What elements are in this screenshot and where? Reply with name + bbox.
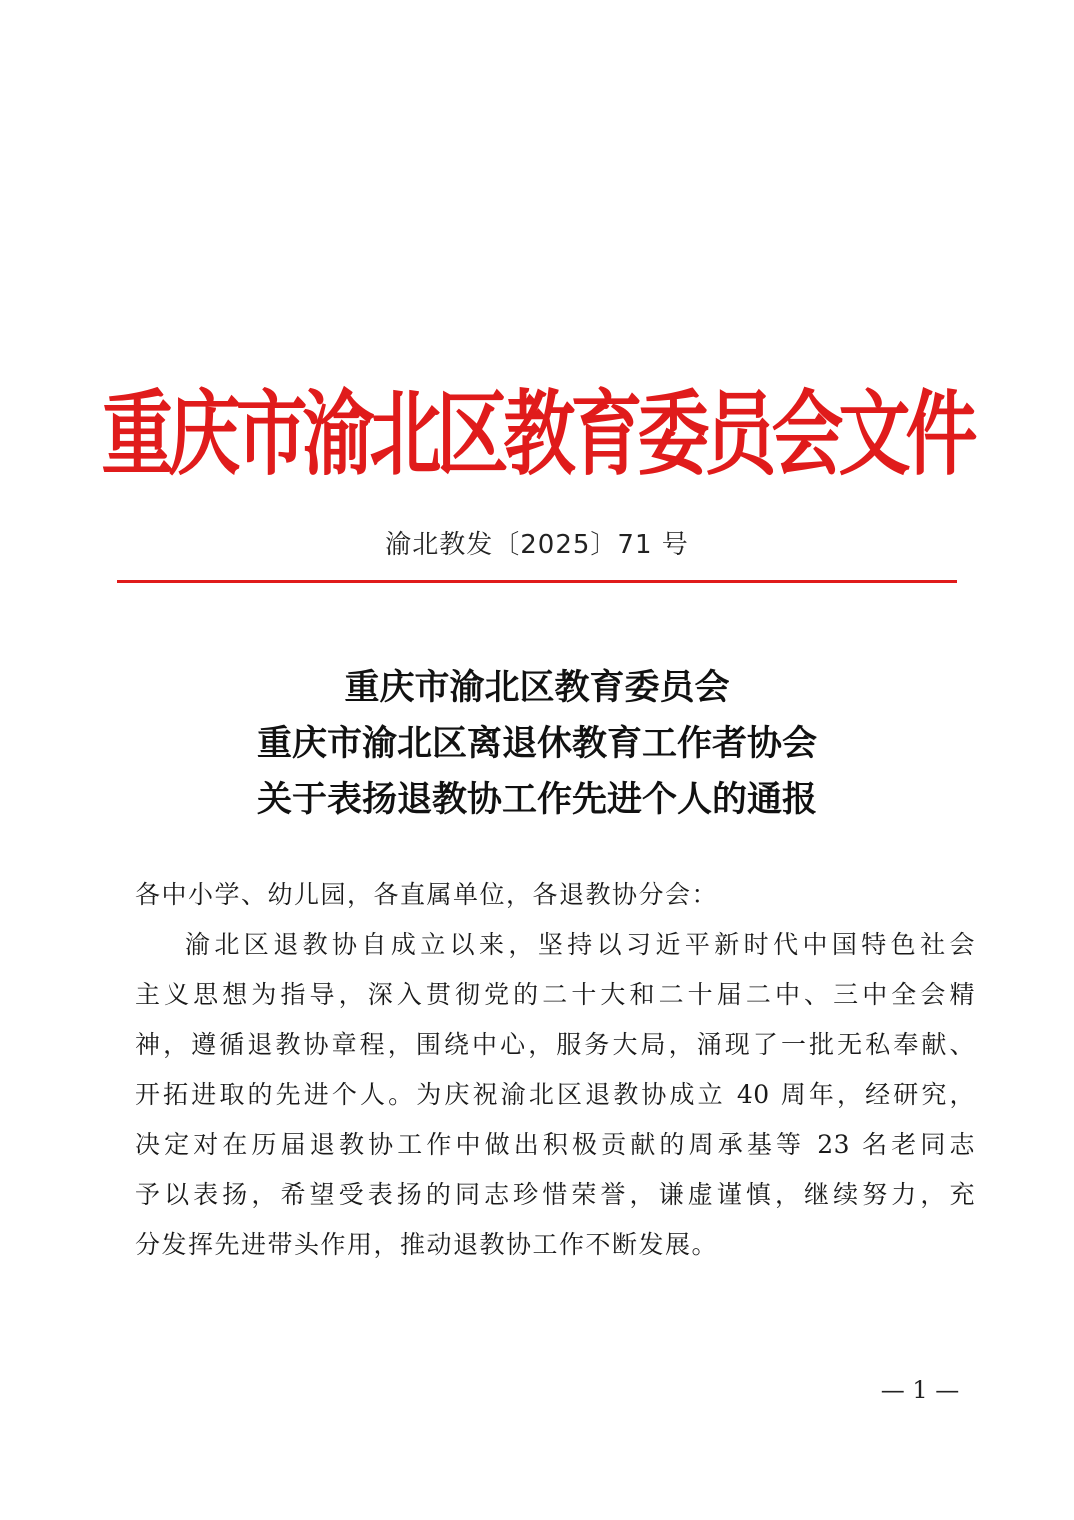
salutation: 各中小学、幼儿园，各直属单位，各退教协分会： <box>135 880 719 909</box>
body-line: 主义思想为指导，深入贯彻党的二十大和二十届二中、三中全会精 <box>135 980 975 1009</box>
notice-title-line-2: 重庆市渝北区离退休教育工作者协会 <box>256 723 817 764</box>
notice-title-line-1: 重庆市渝北区教育委员会 <box>344 667 730 708</box>
red-divider-line <box>117 580 957 583</box>
notice-title-line-3: 关于表扬退教协工作先进个人的通报 <box>256 779 817 820</box>
document-header-title: 重庆市渝北区教育委员会文件 <box>101 380 973 488</box>
body-paragraph <box>135 920 975 1270</box>
body-line: 神，遵循退教协章程，围绕中心，服务大局，涌现了一批无私奉献、 <box>135 1030 975 1059</box>
body-line: 予以表扬，希望受表扬的同志珍惜荣誉，谦虚谨慎，继续努力，充 <box>135 1180 975 1209</box>
body-line: 分发挥先进带头作用，推动退教协工作不断发展。 <box>135 1230 719 1259</box>
page-number: — 1 — <box>880 1376 960 1404</box>
body-line: 渝北区退教协自成立以来，坚持以习近平新时代中国特色社会 <box>185 930 975 959</box>
document-number: 渝北教发〔2025〕71 号 <box>385 530 689 560</box>
body-line: 开拓进取的先进个人。为庆祝渝北区退教协成立 40 周年，经研究， <box>135 1080 975 1109</box>
body-line: 决定对在历届退教协工作中做出积极贡献的周承基等 23 名老同志 <box>135 1130 975 1159</box>
notice-title <box>0 660 1074 828</box>
